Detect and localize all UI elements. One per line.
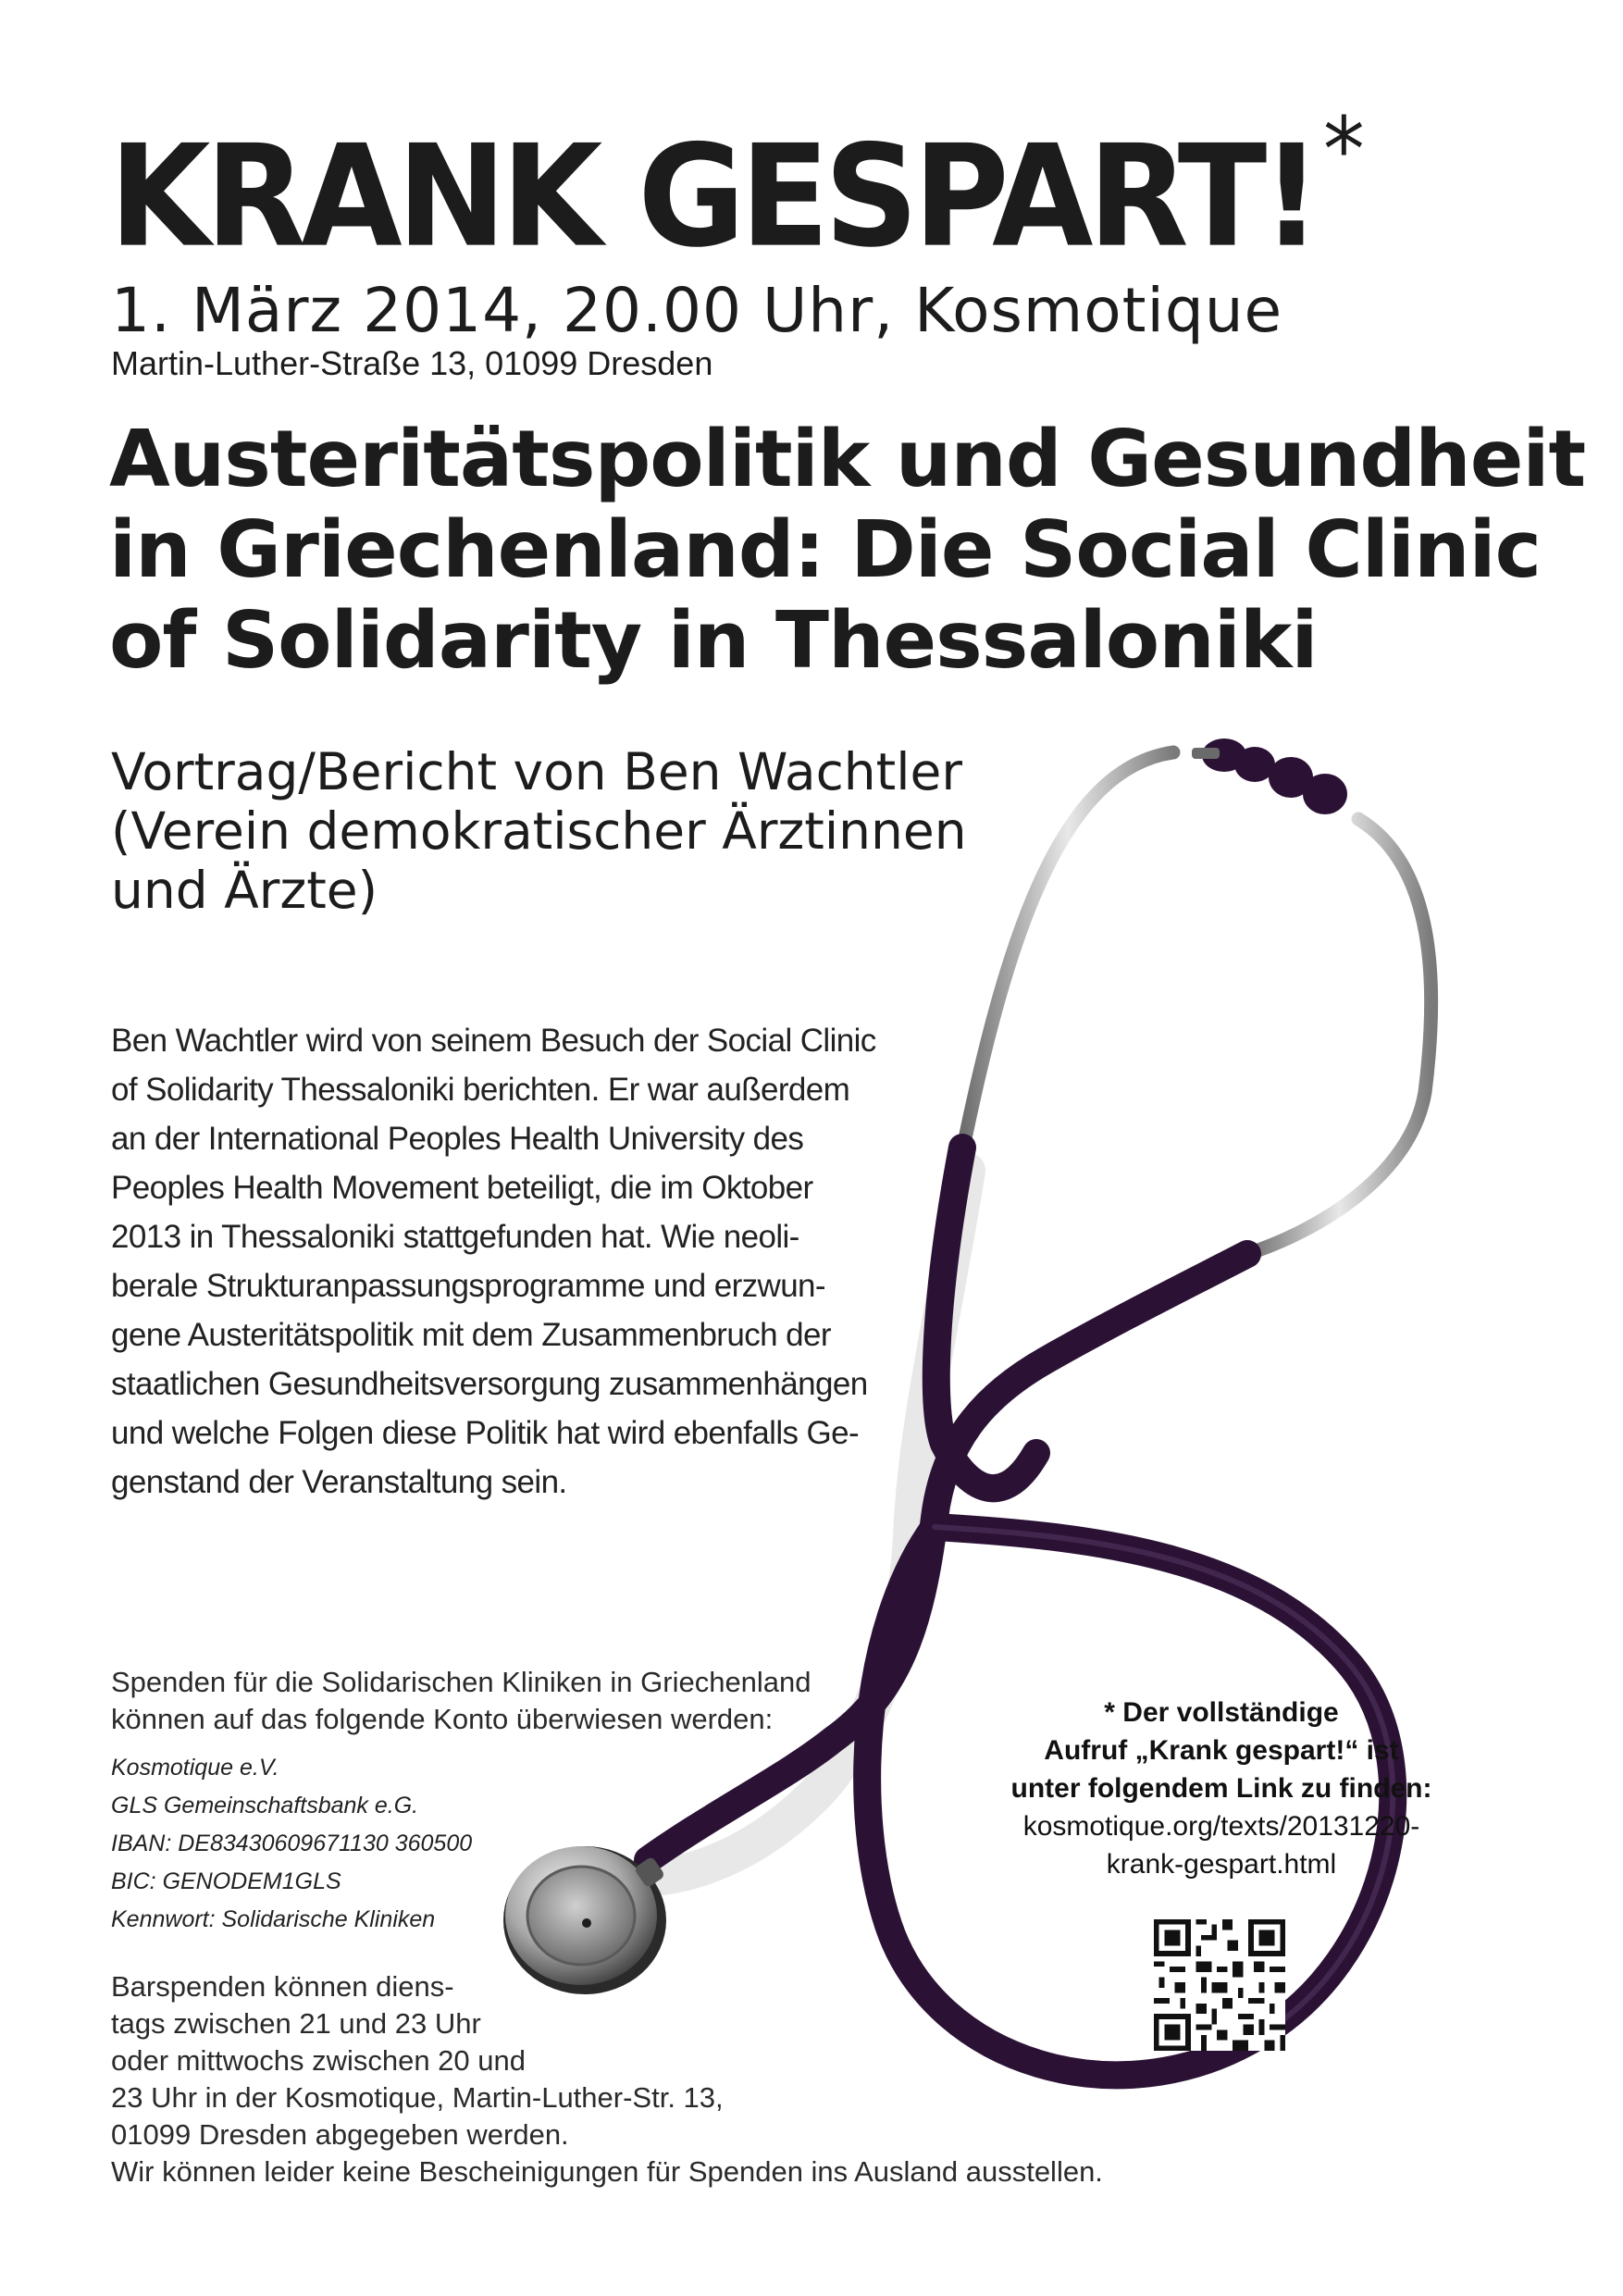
event-description [111,1016,925,1507]
cash-donation-info [111,1968,1103,2191]
donation-intro [111,1664,812,1738]
event-title [109,93,1365,279]
description-line: und welche Folgen diese Politik hat wird ebenfalls Ge- [111,1415,860,1451]
description-line: genstand der Veranstaltung sein. [111,1464,567,1500]
description-line: of Solidarity Thessaloniki berichten. Er war außerdem [111,1072,850,1108]
description-line: staatlichen Gesundheitsversorgung zusammenhängen [111,1366,868,1402]
subtitle-line: of Solidarity in Thessaloniki [109,595,1318,687]
cash-line: Wir können leider keine Bescheinigungen für Spenden ins Ausland ausstellen. [111,2155,1103,2188]
subtitle-line: Austeritätspolitik und Gesundheit [109,414,1586,505]
description-line: berale Strukturanpassungsprogramme und erzwun- [111,1268,825,1304]
speaker-line: und Ärzte) [111,861,378,920]
bank-details [111,1749,472,1939]
title-text: KRANK GESPART! [109,114,1317,279]
footnote-link[interactable]: krank-gespart.html [1106,1849,1337,1880]
talk-subtitle [109,414,1586,687]
donation-intro-line: Spenden für die Solidarischen Kliniken in Griechenland [111,1666,812,1698]
bank-name: GLS Gemeinschaftsbank e.G. [111,1793,419,1818]
speaker-info [111,742,999,920]
description-line: Ben Wachtler wird von seinem Besuch der Social Clinic [111,1023,876,1059]
bank-bic: BIC: GENODEM1GLS [111,1868,341,1894]
cash-line: tags zwischen 21 und 23 Uhr [111,2007,481,2040]
event-address: Martin-Luther-Straße 13, 01099 Dresden [111,344,713,382]
cash-line: 23 Uhr in der Kosmotique, Martin-Luther-Str. 13, [111,2081,724,2114]
footnote-line: * Der vollständige [1104,1697,1339,1728]
qr-code-icon[interactable] [1154,1919,1285,2051]
speaker-line: Vortrag/Bericht von Ben Wachtler [111,742,962,801]
description-line: Peoples Health Movement beteiligt, die im Oktober [111,1170,813,1206]
cash-line: Barspenden können diens- [111,1970,454,2003]
cash-line: 01099 Dresden abgegeben werden. [111,2118,569,2151]
speaker-line: (Verein demokratischer Ärztinnen [111,801,967,861]
description-line: gene Austeritätspolitik mit dem Zusammenbruch der [111,1317,831,1353]
footnote-line: unter folgendem Link zu finden: [1010,1773,1432,1804]
cash-line: oder mittwochs zwischen 20 und [111,2044,527,2077]
description-line: an der International Peoples Health University des [111,1121,804,1157]
title-footnote-mark: * [1322,98,1365,202]
description-line: 2013 in Thessaloniki stattgefunden hat. Wie neoli- [111,1219,799,1255]
bank-reference: Kennwort: Solidarische Kliniken [111,1906,436,1932]
footnote-box [990,1694,1453,1883]
event-date: 1. März 2014, 20.00 Uhr, Kosmotique [111,275,1283,346]
donation-intro-line: können auf das folgende Konto überwiesen werden: [111,1703,774,1735]
bank-iban: IBAN: DE83430609671130 360500 [111,1831,473,1856]
footnote-line: Aufruf „Krank gespart!“ ist [1044,1735,1399,1766]
subtitle-line: in Griechenland: Die Social Clinic [109,504,1542,596]
bank-account-holder: Kosmotique e.V. [111,1755,279,1781]
footnote-link[interactable]: kosmotique.org/texts/20131220- [1022,1811,1420,1842]
